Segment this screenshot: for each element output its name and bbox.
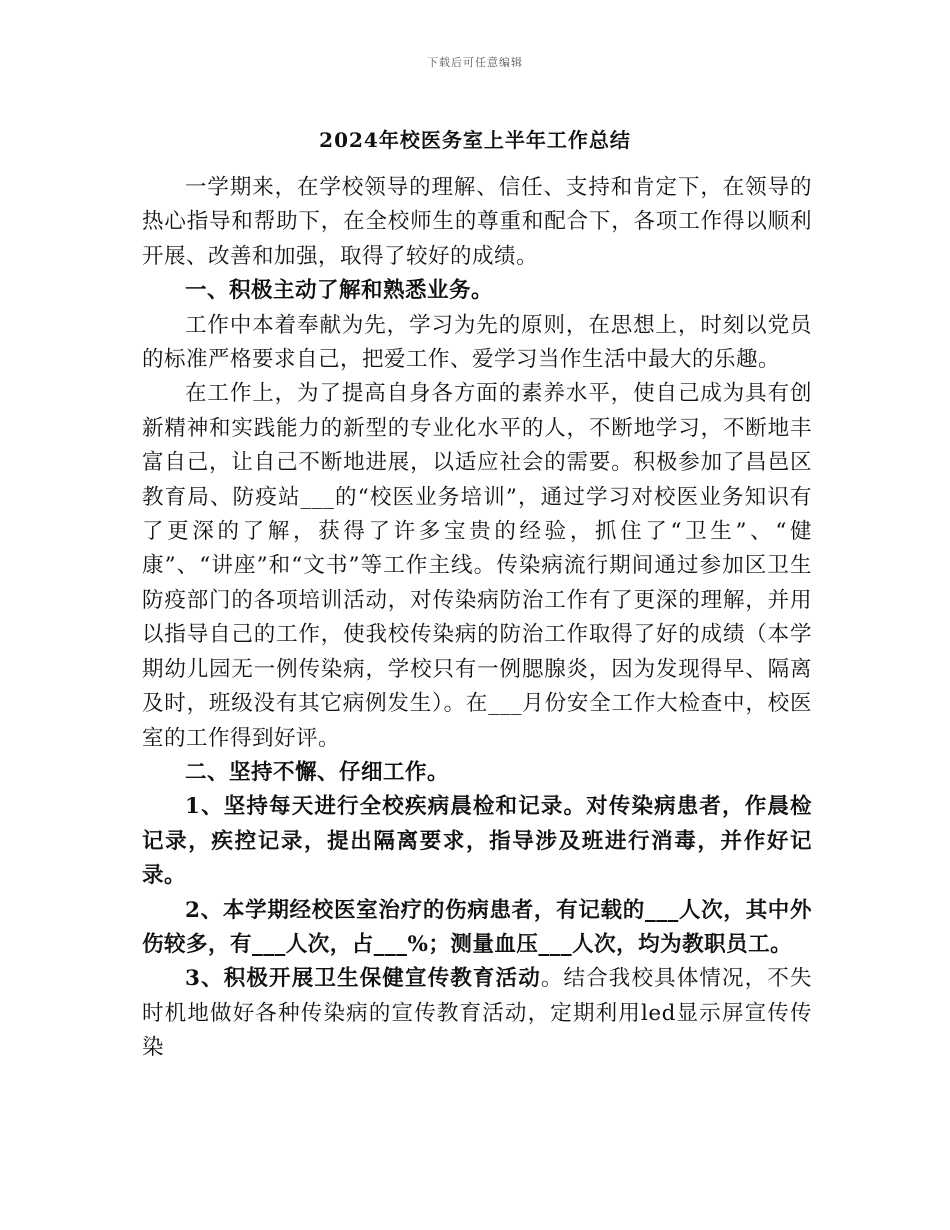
item-3-text: 。结合我校具体情况，不失时机地做好各种传染病的宣传教育活动，定期利用led显示屏宣传传染	[142, 966, 812, 1061]
section-heading-1: 一、积极主动了解和熟悉业务。	[185, 278, 494, 304]
paragraph-intro: 一学期来，在学校领导的理解、信任、支持和肯定下，在领导的热心指导和帮助下，在全校师生的尊重和配合下，各项工作得以顺利开展、改善和加强，取得了较好的成绩。	[142, 175, 812, 269]
document-title: 2024年校医务室上半年工作总结	[319, 128, 631, 152]
item-3-lead: 3、积极开展卫生保健宣传教育活动	[185, 966, 541, 992]
paragraph-training: 在工作上，为了提高自身各方面的素养水平，使自己成为具有创新精神和实践能力的新型的专业化水平的人，不断地学习，不断地丰富自己，让自己不断地进展，以适应社会的需要。积极参加了昌邑区教育局、防疫站___的“校医业务培训”，通过学习对校医业务知识有了更深的了解，获得了许多宝贵的经验，抓住了“卫生”、“健康”、“讲座”和“文书”等工作主线。传染病流行期间通过参加区卫生防疫部门的各项培训活动，对传染病防治工作有了更深的理解，并用以指导自己的工作，使我校传染病的防治工作取得了好的成绩（本学期幼儿园无一例传染病，学校只有一例腮腺炎，因为发现得早、隔离及时，班级没有其它病例发生）。在___月份安全工作大检查中，校医室的工作得到好评。	[142, 381, 812, 751]
header-note: 下载后可任意编辑	[427, 56, 523, 69]
section-heading-2: 二、坚持不懈、仔细工作。	[185, 759, 450, 785]
paragraph-item-2: 2、本学期经校医室治疗的伤病患者，有记载的___人次，其中外伤较多，有___人次，占___%；测量血压___人次，均为教职员工。	[142, 897, 812, 957]
document-body	[142, 171, 812, 1066]
paragraph-principle: 工作中本着奉献为先，学习为先的原则，在思想上，时刻以党员的标准严格要求自己，把爱工作、爱学习当作生活中最大的乐趣。	[142, 312, 812, 373]
paragraph-item-3	[142, 962, 812, 1065]
paragraph-item-1: 1、坚持每天进行全校疾病晨检和记录。对传染病患者，作晨检记录，疾控记录，提出隔离要求，指导涉及班进行消毒，并作好记录。	[142, 794, 812, 889]
